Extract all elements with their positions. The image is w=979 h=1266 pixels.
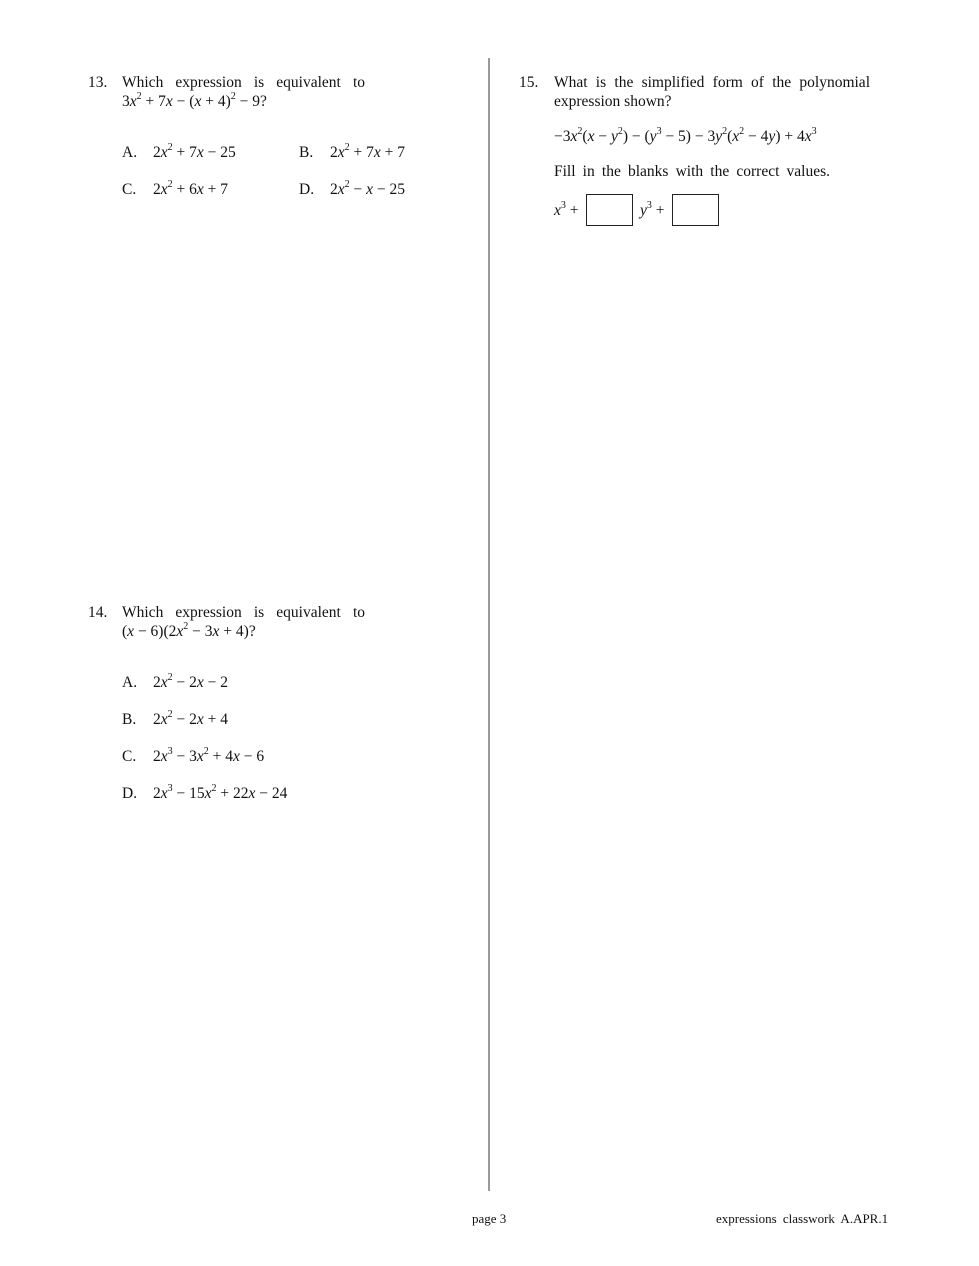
option-c[interactable] — [122, 178, 229, 199]
question-expression: $-3x^2(x - y^2) - (y^3 - 5) - 3y^2(x^2 - 4y) + 4x^3$ — [554, 125, 817, 145]
option-letter: A. — [122, 144, 138, 161]
option-text: $2x^2 + 7x + 7$ — [330, 141, 406, 161]
question-number: 13. — [88, 74, 108, 91]
answer-blank-2[interactable] — [672, 194, 719, 226]
question-number: 15. — [519, 74, 539, 91]
option-text: $2x^2 + 7x - 25$ — [153, 141, 236, 161]
question-expression: $3x^2 + 7x - (x + 4)^2 - 9$? — [122, 90, 267, 110]
option-text: $2x^2 - 2x + 4$ — [153, 708, 229, 728]
question-prompt: Which expression is equivalent to — [122, 74, 365, 91]
page-number: page 3 — [472, 1211, 507, 1226]
column-divider — [488, 58, 490, 1191]
footer-title: expressions classwork A.APR.1 — [716, 1211, 889, 1226]
option-letter: D. — [122, 785, 138, 802]
option-letter: B. — [122, 711, 137, 728]
question-prompt: What is the simplified form of the polynomial — [554, 74, 870, 91]
option-b[interactable] — [299, 141, 406, 162]
question-expression: $(x - 6)(2x^2 - 3x + 4)$? — [122, 620, 256, 640]
option-d[interactable] — [122, 782, 288, 803]
answer-term-x3: $x^3$ + — [554, 199, 579, 219]
answer-term-y3: $y^3$ + — [640, 199, 665, 219]
option-letter: B. — [299, 144, 314, 161]
question-number: 14. — [88, 604, 108, 621]
option-letter: C. — [122, 748, 137, 765]
option-a[interactable] — [122, 671, 229, 692]
option-a[interactable] — [122, 141, 236, 162]
option-letter: D. — [299, 181, 315, 198]
option-text: $2x^2 - 2x - 2$ — [153, 671, 229, 691]
option-text: $2x^2 - x - 25$ — [330, 178, 406, 198]
option-d[interactable] — [299, 178, 406, 199]
option-text: $2x^3 - 3x^2 + 4x - 6$ — [153, 745, 265, 765]
option-letter: C. — [122, 181, 137, 198]
question-prompt-continued: expression shown? — [554, 93, 672, 110]
option-b[interactable] — [122, 708, 229, 729]
fill-instruction: Fill in the blanks with the correct values. — [554, 163, 830, 180]
option-c[interactable] — [122, 745, 265, 766]
option-letter: A. — [122, 674, 138, 691]
answer-blank-1[interactable] — [586, 194, 633, 226]
question-prompt: Which expression is equivalent to — [122, 604, 365, 621]
option-text: $2x^3 - 15x^2 + 22x - 24$ — [153, 782, 288, 802]
option-text: $2x^2 + 6x + 7$ — [153, 178, 229, 198]
